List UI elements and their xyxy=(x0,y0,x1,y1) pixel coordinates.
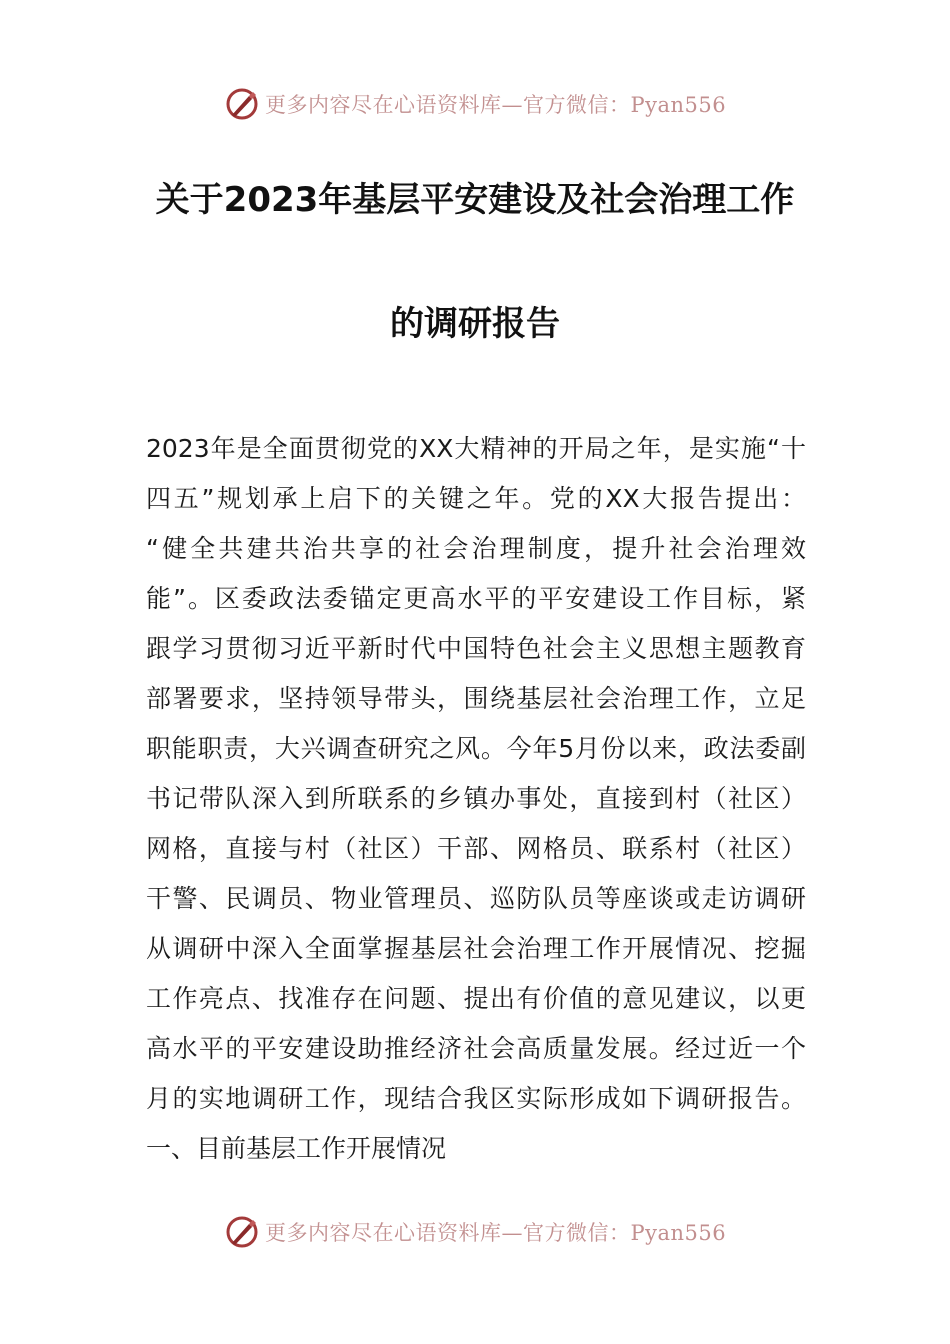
watermark-text: 更多内容尽在心语资料库—官方微信：Pyan556 xyxy=(265,93,727,117)
body-line: 干警、民调员、物业管理员、巡防队员等座谈或走访调研 xyxy=(146,884,806,913)
body-line: 跟学习贯彻习近平新时代中国特色社会主义思想主题教育 xyxy=(146,634,806,663)
body-line: 书记带队深入到所联系的乡镇办事处，直接到村（社区） xyxy=(146,784,806,813)
section-heading: 一、目前基层工作开展情况 xyxy=(146,1134,447,1163)
body-line: 部署要求，坚持领导带头，围绕基层社会治理工作，立足 xyxy=(146,684,806,713)
watermark-text: 更多内容尽在心语资料库—官方微信：Pyan556 xyxy=(265,1221,727,1245)
document-title-line-2: 的调研报告 xyxy=(390,304,560,344)
watermark-banner-bottom xyxy=(225,1212,726,1252)
document-title-line-1: 关于2023年基层平安建设及社会治理工作 xyxy=(155,180,795,220)
body-line: 职能职责，大兴调查研究之风。今年5月份以来，政法委副 xyxy=(146,734,806,763)
body-line: 高水平的平安建设助推经济社会高质量发展。经过近一个 xyxy=(146,1034,806,1063)
pen-logo-icon xyxy=(225,1215,259,1249)
document-body xyxy=(146,424,806,1174)
body-line: 工作亮点、找准存在问题、提出有价值的意见建议，以更 xyxy=(146,984,806,1013)
body-line: 能”。区委政法委锚定更高水平的平安建设工作目标，紧 xyxy=(146,584,806,613)
body-line: 四五”规划承上启下的关键之年。党的XX大报告提出： xyxy=(146,484,806,513)
body-line: 从调研中深入全面掌握基层社会治理工作开展情况、挖掘 xyxy=(146,934,806,963)
body-line: “健全共建共治共享的社会治理制度，提升社会治理效 xyxy=(146,534,806,563)
body-line: 网格，直接与村（社区）干部、网格员、联系村（社区） xyxy=(146,834,806,863)
pen-logo-icon xyxy=(225,87,259,121)
body-line: 月的实地调研工作，现结合我区实际形成如下调研报告。 xyxy=(146,1084,806,1113)
watermark-banner-top xyxy=(225,84,726,124)
body-line: 2023年是全面贯彻党的XX大精神的开局之年，是实施“十 xyxy=(146,434,806,463)
